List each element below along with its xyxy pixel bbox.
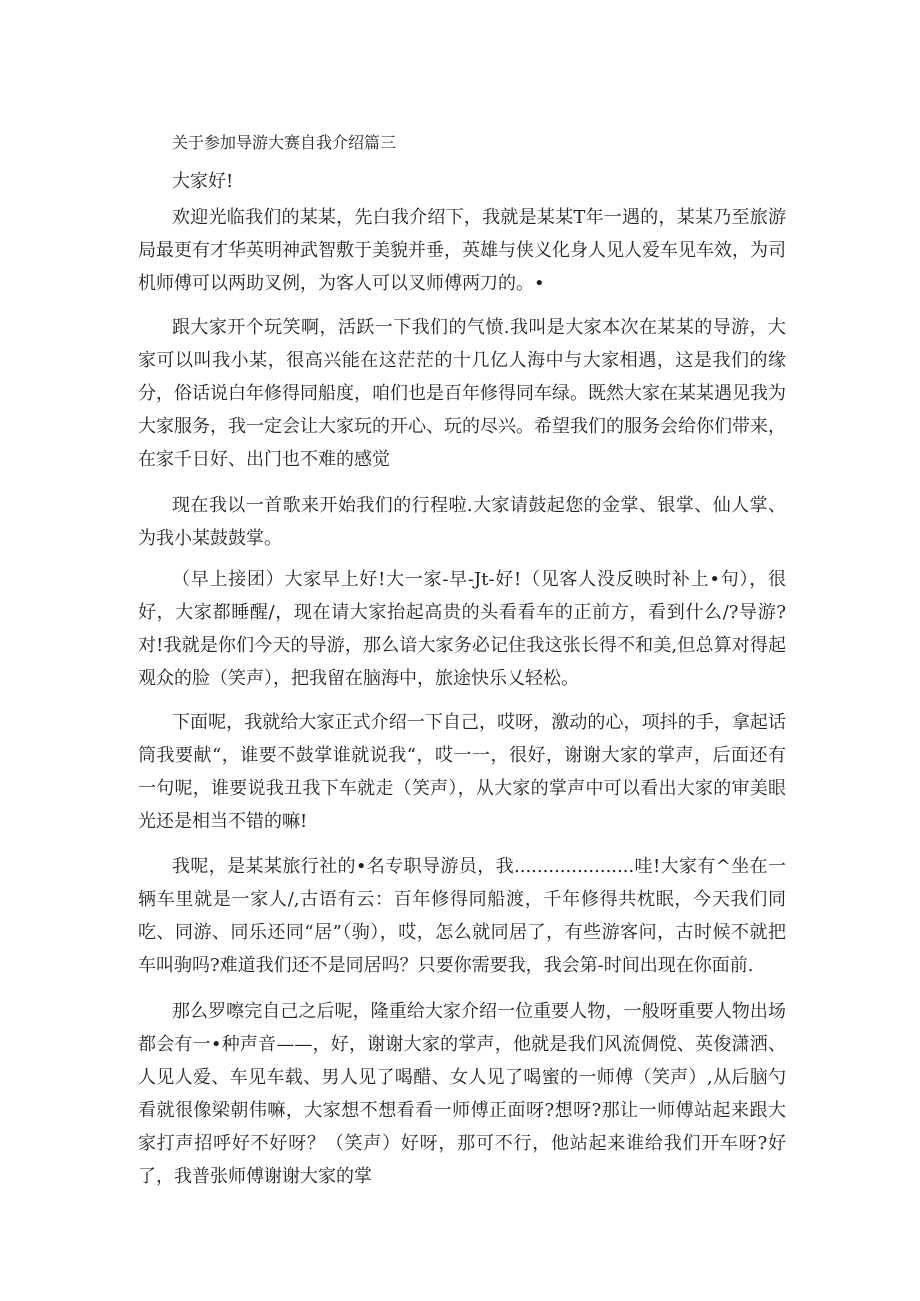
paragraph-2: 跟大家开个玩笑啊，活跃一下我们的气愤.我叫是大家本次在某某的导游，大家可以叫我小某，很高兴能在这茫茫的十几亿人海中与大家相遇，这是我们的缘分，俗话说白年修得同船度，咱们也是百年修得同车绿。既然大家在某某遇见我为大家服务，我一定会让大家玩的开心、玩的尽兴。希望我们的服务会给你们带来，在家千日好、出门也不难的感觉 [138,317,786,470]
paragraph-1: 欢迎光临我们的某某，先白我介绍下，我就是某某T年一遇的，某某乃至旅游局最更有才华英明神武智敷于美貌并垂，英雄与侠义化身人见人爱车见车效，为司机师傅可以两助叉例，为客人可以叉师傅两刀的。• [138,207,786,294]
document-title: 关于参加导游大赛自我介绍篇三 [172,133,397,152]
paragraph-3: 现在我以一首歌来开始我们的行程啦.大家请鼓起您的金掌、银掌、仙人掌、为我小某鼓鼓掌。 [138,495,786,549]
paragraph-5: 下面呢，我就给大家正式介绍一下自己，哎呀，激动的心，项抖的手，拿起话筒我要献“，谁要不鼓掌谁就说我“，哎一一，很好，谢谢大家的掌声，后面还有一句呢，谁要说我丑我下车就走（笑声），从大家的掌声中可以看出大家的审美眼光还是相当不错的嘛! [138,712,786,832]
paragraph-4: （早上接团）大家早上好!大一家-早-Jt-好!（见客人没反映时补上•句），很好，大家都睡醒/，现在请大家抬起高贵的头看看车的正前方，看到什么/?导游?对!我就是你们今天的导游，那么谙大家务必记住我这张长得不和美,但总算对得起观众的脸（笑声），把我留在脑海中，旅途快乐乂轻松。 [138,569,786,689]
greeting: 大家好! [172,171,234,192]
paragraph-6: 我呢，是某某旅行社的•名专职导游员，我.....................哇!大家有^坐在一辆车里就是一家人/,古语有云：百年修得同船渡，千年修得共枕眠，今天我们同吃、同游、同乐还同“居”（驹），哎，怎么就同居了，有些游客问，古时候不就把车叫驹吗?难道我们还不是同居吗？只要你需要我，我会第-时间出现在你面前. [138,856,786,976]
paragraph-7: 那么罗嚓完自己之后呢，隆重给大家介绍一位重要人物，一般呀重要人物出场都会有一•种声音——，好，谢谢大家的掌声，他就是我们风流倜傥、英俊潇洒、人见人爱、车见车载、男人见了喝醋、女人见了喝蜜的一师傅（笑声）,从后脑勺看就很像梁朝伟嘛，大家想不想看看一师傅正面呀?想呀?那让一师傅站起来跟大家打声招呼好不好呀？（笑声）好呀，那可不行，他站起来谁给我们开车呀?好了，我普张师傅谢谢大家的掌 [138,1001,786,1187]
